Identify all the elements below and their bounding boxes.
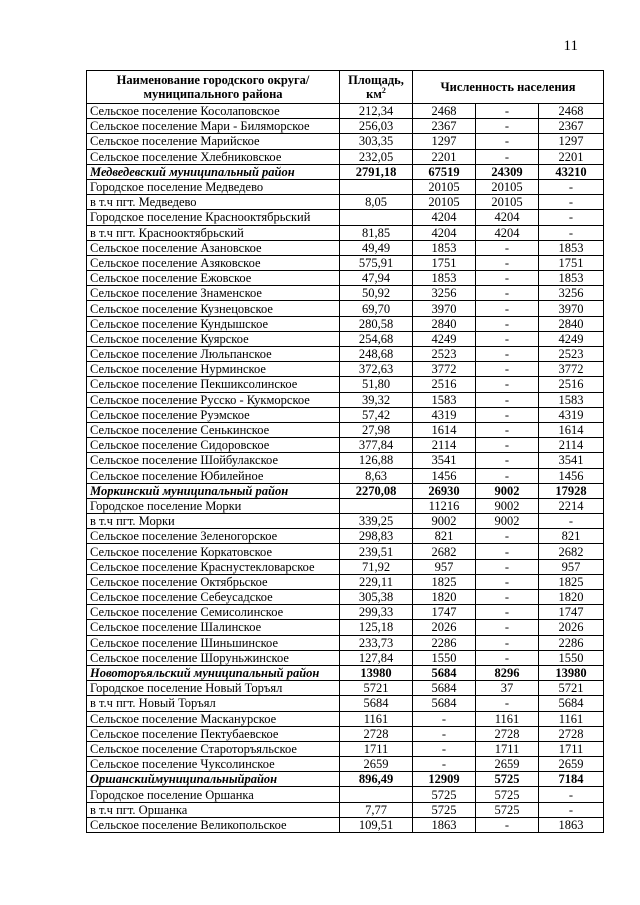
- row-area: 280,58: [340, 316, 413, 331]
- row-population-rural: 957: [539, 559, 604, 574]
- row-population-urban: -: [476, 255, 539, 270]
- table-row: [87, 483, 604, 498]
- row-area: 377,84: [340, 438, 413, 453]
- row-population-urban: -: [476, 544, 539, 559]
- table-row: [87, 817, 604, 832]
- row-area: 372,63: [340, 362, 413, 377]
- table-row: [87, 635, 604, 650]
- row-name: Сельское поселение Сенькинское: [87, 422, 340, 437]
- row-population-total: 821: [413, 529, 476, 544]
- row-name: Сельское поселение Великопольское: [87, 817, 340, 832]
- row-population-urban: -: [476, 605, 539, 620]
- row-area: [340, 498, 413, 513]
- row-name: Сельское поселение Октябрьское: [87, 574, 340, 589]
- row-population-urban: -: [476, 134, 539, 149]
- row-name: Сельское поселение Сидоровское: [87, 438, 340, 453]
- row-area: 256,03: [340, 119, 413, 134]
- row-area: 233,73: [340, 635, 413, 650]
- table-row: [87, 711, 604, 726]
- row-area: 39,32: [340, 392, 413, 407]
- row-population-rural: 821: [539, 529, 604, 544]
- row-population-rural: 3970: [539, 301, 604, 316]
- row-area: 2791,18: [340, 164, 413, 179]
- row-population-rural: 43210: [539, 164, 604, 179]
- row-population-urban: -: [476, 316, 539, 331]
- row-area: 303,35: [340, 134, 413, 149]
- row-area: 5684: [340, 696, 413, 711]
- row-population-urban: -: [476, 620, 539, 635]
- row-name: Сельское поселение Краснустекловарское: [87, 559, 340, 574]
- row-population-urban: -: [476, 331, 539, 346]
- row-population-total: 4204: [413, 225, 476, 240]
- header-area-line1: Площадь,: [348, 73, 404, 87]
- table-row: [87, 422, 604, 437]
- row-name: Сельское поселение Шоруньжинское: [87, 650, 340, 665]
- table-row: [87, 453, 604, 468]
- row-name: Городское поселение Оршанка: [87, 787, 340, 802]
- table-row: [87, 104, 604, 119]
- row-population-total: 3970: [413, 301, 476, 316]
- row-population-urban: -: [476, 104, 539, 119]
- row-name: Сельское поселение Шойбулакское: [87, 453, 340, 468]
- row-population-rural: 5684: [539, 696, 604, 711]
- row-population-rural: -: [539, 787, 604, 802]
- row-area: [340, 210, 413, 225]
- row-population-total: 2367: [413, 119, 476, 134]
- row-area: 229,11: [340, 574, 413, 589]
- row-area: 69,70: [340, 301, 413, 316]
- row-population-urban: -: [476, 468, 539, 483]
- row-population-total: 5725: [413, 787, 476, 802]
- row-area: 27,98: [340, 422, 413, 437]
- row-population-total: 1456: [413, 468, 476, 483]
- row-name: Сельское поселение Пекшиксолинское: [87, 377, 340, 392]
- row-population-rural: 2367: [539, 119, 604, 134]
- row-population-total: 26930: [413, 483, 476, 498]
- row-population-urban: 37: [476, 681, 539, 696]
- row-population-rural: 1820: [539, 590, 604, 605]
- row-population-urban: -: [476, 407, 539, 422]
- row-population-rural: 2728: [539, 726, 604, 741]
- row-population-urban: -: [476, 559, 539, 574]
- table-row: [87, 271, 604, 286]
- row-area: 1711: [340, 741, 413, 756]
- row-population-urban: -: [476, 422, 539, 437]
- row-area: 2659: [340, 757, 413, 772]
- row-name: Сельское поселение Себеусадское: [87, 590, 340, 605]
- row-name: Сельское поселение Куярское: [87, 331, 340, 346]
- header-population: Численность населения: [413, 71, 604, 104]
- table-row: [87, 316, 604, 331]
- table-row: [87, 529, 604, 544]
- row-population-rural: -: [539, 210, 604, 225]
- row-population-urban: -: [476, 392, 539, 407]
- row-population-total: 9002: [413, 514, 476, 529]
- row-name: Сельское поселение Зеленогорское: [87, 529, 340, 544]
- row-population-rural: 3256: [539, 286, 604, 301]
- header-area-line2: км: [366, 87, 382, 101]
- row-population-rural: 1161: [539, 711, 604, 726]
- row-population-total: 2114: [413, 438, 476, 453]
- row-area: 81,85: [340, 225, 413, 240]
- row-name: Сельское поселение Юбилейное: [87, 468, 340, 483]
- row-population-rural: -: [539, 195, 604, 210]
- row-population-rural: 3541: [539, 453, 604, 468]
- table-row: [87, 772, 604, 787]
- row-population-total: -: [413, 726, 476, 741]
- table-body: [87, 104, 604, 833]
- row-name: Новоторъяльский муниципальный район: [87, 665, 340, 680]
- row-area: 8,63: [340, 468, 413, 483]
- table-row: [87, 195, 604, 210]
- table-row: [87, 240, 604, 255]
- row-area: 299,33: [340, 605, 413, 620]
- row-area: 2270,08: [340, 483, 413, 498]
- row-population-total: 1297: [413, 134, 476, 149]
- row-population-rural: 3772: [539, 362, 604, 377]
- table-row: [87, 514, 604, 529]
- row-population-total: 3256: [413, 286, 476, 301]
- row-population-rural: 2026: [539, 620, 604, 635]
- header-name: Наименование городского округа/ муниципального района: [87, 71, 340, 104]
- row-population-rural: 2659: [539, 757, 604, 772]
- table-row: [87, 787, 604, 802]
- row-name: Городское поселение Медведево: [87, 179, 340, 194]
- row-area: 305,38: [340, 590, 413, 605]
- row-area: 71,92: [340, 559, 413, 574]
- table-row: [87, 301, 604, 316]
- population-table: [86, 70, 604, 833]
- table-row: [87, 468, 604, 483]
- row-population-total: 4204: [413, 210, 476, 225]
- row-population-total: 20105: [413, 179, 476, 194]
- table-row: [87, 696, 604, 711]
- table-row: [87, 650, 604, 665]
- row-population-rural: 2468: [539, 104, 604, 119]
- row-name: Сельское поселение Шиньшинское: [87, 635, 340, 650]
- row-population-total: 1550: [413, 650, 476, 665]
- row-population-rural: -: [539, 179, 604, 194]
- row-population-urban: -: [476, 650, 539, 665]
- page-number: 11: [563, 38, 578, 54]
- row-population-rural: -: [539, 802, 604, 817]
- row-population-total: 1863: [413, 817, 476, 832]
- row-population-urban: 1161: [476, 711, 539, 726]
- row-population-urban: 4204: [476, 225, 539, 240]
- row-population-total: 2201: [413, 149, 476, 164]
- row-area: [340, 179, 413, 194]
- row-population-total: 2468: [413, 104, 476, 119]
- row-name: Сельское поселение Руэмское: [87, 407, 340, 422]
- row-population-urban: -: [476, 271, 539, 286]
- row-population-urban: 2728: [476, 726, 539, 741]
- row-population-rural: 1297: [539, 134, 604, 149]
- row-name: в т.ч пгт. Новый Торъял: [87, 696, 340, 711]
- row-population-total: 5684: [413, 681, 476, 696]
- table-row: [87, 331, 604, 346]
- row-name: Сельское поселение Ежовское: [87, 271, 340, 286]
- row-population-total: 2516: [413, 377, 476, 392]
- row-population-rural: 1550: [539, 650, 604, 665]
- row-name: Городское поселение Морки: [87, 498, 340, 513]
- row-name: Сельское поселение Масканурское: [87, 711, 340, 726]
- table-row: [87, 119, 604, 134]
- row-population-rural: 17928: [539, 483, 604, 498]
- table-row: [87, 590, 604, 605]
- row-area: 127,84: [340, 650, 413, 665]
- row-population-rural: 1747: [539, 605, 604, 620]
- row-area: 125,18: [340, 620, 413, 635]
- row-area: 7,77: [340, 802, 413, 817]
- row-area: 57,42: [340, 407, 413, 422]
- row-area: 239,51: [340, 544, 413, 559]
- row-area: 212,34: [340, 104, 413, 119]
- row-area: 298,83: [340, 529, 413, 544]
- row-area: 248,68: [340, 347, 413, 362]
- row-population-rural: 1456: [539, 468, 604, 483]
- row-area: 232,05: [340, 149, 413, 164]
- table-row: [87, 574, 604, 589]
- row-population-rural: 1583: [539, 392, 604, 407]
- row-area: 49,49: [340, 240, 413, 255]
- row-population-urban: -: [476, 635, 539, 650]
- row-name: Сельское поселение Пектубаевское: [87, 726, 340, 741]
- row-name: Сельское поселение Шалинское: [87, 620, 340, 635]
- row-name: в т.ч пгт. Морки: [87, 514, 340, 529]
- row-population-rural: 2682: [539, 544, 604, 559]
- row-name: Сельское поселение Коркатовское: [87, 544, 340, 559]
- row-population-rural: 7184: [539, 772, 604, 787]
- row-population-total: 2026: [413, 620, 476, 635]
- table-row: [87, 681, 604, 696]
- row-population-rural: 1863: [539, 817, 604, 832]
- row-population-total: 5684: [413, 665, 476, 680]
- row-population-urban: -: [476, 301, 539, 316]
- row-population-urban: -: [476, 529, 539, 544]
- row-population-urban: 9002: [476, 498, 539, 513]
- row-population-rural: -: [539, 225, 604, 240]
- table-row: [87, 726, 604, 741]
- row-name: в т.ч пгт. Оршанка: [87, 802, 340, 817]
- row-area: 575,91: [340, 255, 413, 270]
- row-population-total: 957: [413, 559, 476, 574]
- row-name: Сельское поселение Знаменское: [87, 286, 340, 301]
- row-population-rural: 2201: [539, 149, 604, 164]
- row-name: Городское поселение Краснооктябрьский: [87, 210, 340, 225]
- row-area: 47,94: [340, 271, 413, 286]
- row-population-urban: -: [476, 574, 539, 589]
- row-population-urban: 20105: [476, 195, 539, 210]
- row-population-urban: 5725: [476, 802, 539, 817]
- row-population-urban: -: [476, 590, 539, 605]
- row-population-total: 5725: [413, 802, 476, 817]
- row-area: 50,92: [340, 286, 413, 301]
- row-population-total: 1747: [413, 605, 476, 620]
- row-name: Сельское поселение Азановское: [87, 240, 340, 255]
- row-population-urban: -: [476, 377, 539, 392]
- row-population-total: 1820: [413, 590, 476, 605]
- table-row: [87, 134, 604, 149]
- table-row: [87, 438, 604, 453]
- table-row: [87, 620, 604, 635]
- row-population-total: 12909: [413, 772, 476, 787]
- row-population-rural: 4319: [539, 407, 604, 422]
- row-name: в т.ч пгт. Краснооктябрьский: [87, 225, 340, 240]
- row-name: Сельское поселение Косолаповское: [87, 104, 340, 119]
- table-row: [87, 605, 604, 620]
- table-row: [87, 149, 604, 164]
- row-population-total: 1751: [413, 255, 476, 270]
- row-area: 2728: [340, 726, 413, 741]
- row-name: Сельское поселение Кундышское: [87, 316, 340, 331]
- row-name: Сельское поселение Семисолинское: [87, 605, 340, 620]
- row-population-urban: -: [476, 696, 539, 711]
- table-row: [87, 392, 604, 407]
- row-area: 13980: [340, 665, 413, 680]
- row-population-urban: 20105: [476, 179, 539, 194]
- row-population-rural: 2840: [539, 316, 604, 331]
- row-name: Сельское поселение Хлебниковское: [87, 149, 340, 164]
- row-population-rural: 1853: [539, 240, 604, 255]
- table-header-row: [87, 71, 604, 104]
- row-population-rural: 1711: [539, 741, 604, 756]
- row-area: 51,80: [340, 377, 413, 392]
- row-population-total: -: [413, 711, 476, 726]
- row-population-rural: 1751: [539, 255, 604, 270]
- row-name: Сельское поселение Люльпанское: [87, 347, 340, 362]
- row-area: 339,25: [340, 514, 413, 529]
- row-population-urban: -: [476, 347, 539, 362]
- row-population-rural: 1825: [539, 574, 604, 589]
- row-population-total: 2523: [413, 347, 476, 362]
- row-population-total: 2286: [413, 635, 476, 650]
- row-population-urban: -: [476, 438, 539, 453]
- row-population-total: 4249: [413, 331, 476, 346]
- row-population-total: 11216: [413, 498, 476, 513]
- row-area: 1161: [340, 711, 413, 726]
- row-population-rural: 5721: [539, 681, 604, 696]
- row-population-rural: 1614: [539, 422, 604, 437]
- table-row: [87, 757, 604, 772]
- row-population-total: 20105: [413, 195, 476, 210]
- table-row: [87, 498, 604, 513]
- row-area: 254,68: [340, 331, 413, 346]
- row-population-total: 5684: [413, 696, 476, 711]
- row-name: Городское поселение Новый Торъял: [87, 681, 340, 696]
- table-row: [87, 347, 604, 362]
- row-population-urban: 1711: [476, 741, 539, 756]
- row-population-urban: 9002: [476, 483, 539, 498]
- row-population-rural: 13980: [539, 665, 604, 680]
- table-row: [87, 255, 604, 270]
- row-area: [340, 787, 413, 802]
- row-name: Сельское поселение Чуксолинское: [87, 757, 340, 772]
- row-population-urban: 2659: [476, 757, 539, 772]
- row-name: Сельское поселение Кузнецовское: [87, 301, 340, 316]
- row-population-total: 1853: [413, 240, 476, 255]
- row-area: 109,51: [340, 817, 413, 832]
- row-name: Сельское поселение Староторъяльское: [87, 741, 340, 756]
- row-name: Сельское поселение Русско - Кукморское: [87, 392, 340, 407]
- row-population-urban: -: [476, 817, 539, 832]
- table-row: [87, 559, 604, 574]
- table-row: [87, 286, 604, 301]
- row-population-rural: 2114: [539, 438, 604, 453]
- row-population-total: -: [413, 757, 476, 772]
- row-population-rural: 1853: [539, 271, 604, 286]
- row-name: в т.ч пгт. Медведево: [87, 195, 340, 210]
- row-population-rural: -: [539, 514, 604, 529]
- row-population-urban: 5725: [476, 787, 539, 802]
- row-area: 8,05: [340, 195, 413, 210]
- row-population-urban: -: [476, 362, 539, 377]
- row-population-urban: 8296: [476, 665, 539, 680]
- row-name: Сельское поселение Нурминское: [87, 362, 340, 377]
- row-population-total: 2840: [413, 316, 476, 331]
- table-row: [87, 164, 604, 179]
- row-population-total: 4319: [413, 407, 476, 422]
- row-name: Медведевский муниципальный район: [87, 164, 340, 179]
- row-population-urban: 24309: [476, 164, 539, 179]
- row-population-rural: 2286: [539, 635, 604, 650]
- row-population-urban: 9002: [476, 514, 539, 529]
- row-population-rural: 4249: [539, 331, 604, 346]
- row-name: Оршанскиймуниципальныйрайон: [87, 772, 340, 787]
- row-name: Сельское поселение Азяковское: [87, 255, 340, 270]
- row-population-rural: 2516: [539, 377, 604, 392]
- row-population-total: 1583: [413, 392, 476, 407]
- table-row: [87, 362, 604, 377]
- row-population-total: 1614: [413, 422, 476, 437]
- row-population-urban: -: [476, 119, 539, 134]
- row-name: Моркинский муниципальный район: [87, 483, 340, 498]
- header-area: [340, 71, 413, 104]
- row-population-total: 3772: [413, 362, 476, 377]
- header-area-sup: 2: [381, 85, 386, 95]
- row-area: 896,49: [340, 772, 413, 787]
- table-row: [87, 179, 604, 194]
- row-population-urban: -: [476, 286, 539, 301]
- row-population-urban: 4204: [476, 210, 539, 225]
- row-population-urban: -: [476, 453, 539, 468]
- row-area: 5721: [340, 681, 413, 696]
- table-row: [87, 741, 604, 756]
- table-row: [87, 225, 604, 240]
- row-area: 126,88: [340, 453, 413, 468]
- row-name: Сельское поселение Мари - Биляморское: [87, 119, 340, 134]
- table-row: [87, 210, 604, 225]
- row-population-total: 2682: [413, 544, 476, 559]
- table-row: [87, 802, 604, 817]
- row-population-total: 1853: [413, 271, 476, 286]
- table-row: [87, 377, 604, 392]
- row-population-rural: 2523: [539, 347, 604, 362]
- row-population-urban: -: [476, 240, 539, 255]
- row-population-rural: 2214: [539, 498, 604, 513]
- row-population-total: -: [413, 741, 476, 756]
- table-row: [87, 544, 604, 559]
- row-population-urban: -: [476, 149, 539, 164]
- table-row: [87, 407, 604, 422]
- row-population-urban: 5725: [476, 772, 539, 787]
- table-row: [87, 665, 604, 680]
- row-population-total: 67519: [413, 164, 476, 179]
- row-population-total: 1825: [413, 574, 476, 589]
- row-name: Сельское поселение Марийское: [87, 134, 340, 149]
- row-population-total: 3541: [413, 453, 476, 468]
